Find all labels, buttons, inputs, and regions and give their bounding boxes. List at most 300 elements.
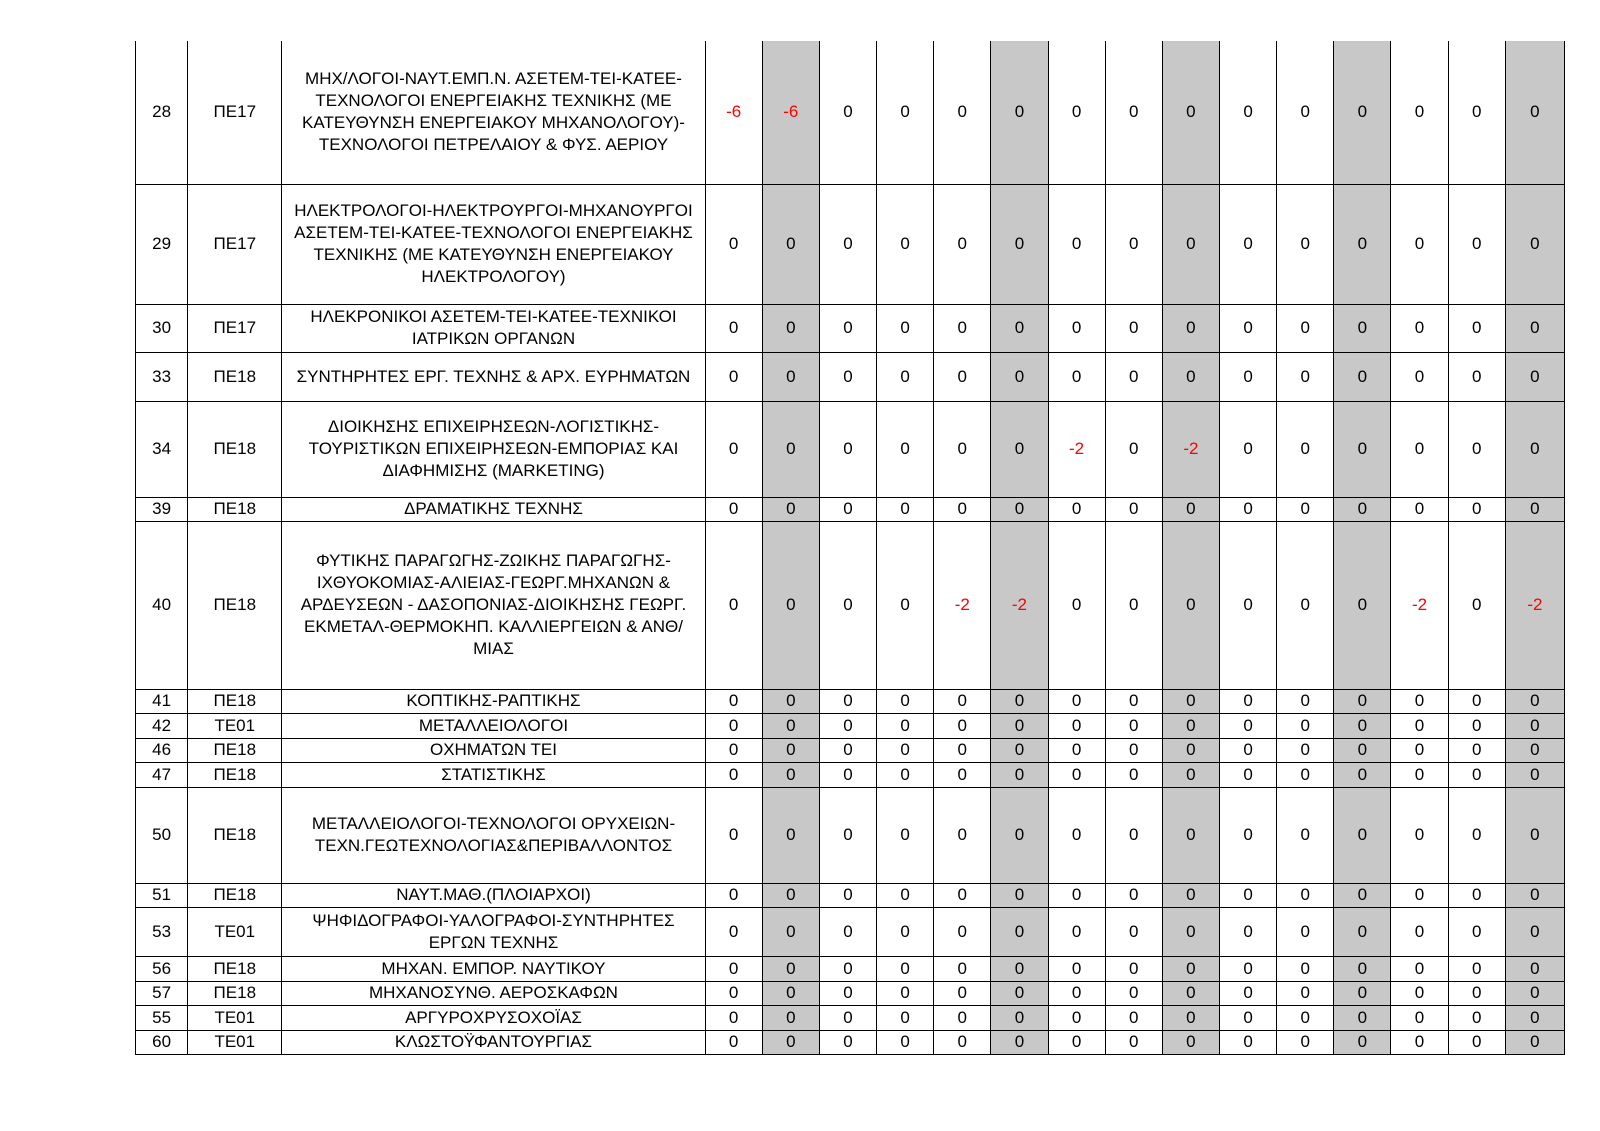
value-cell: 0 bbox=[1505, 1030, 1564, 1054]
specialty-description-cell: ΣΥΝΤΗΡΗΤΕΣ ΕΡΓ. ΤΕΧΝΗΣ & ΑΡΧ. ΕΥΡΗΜΑΤΩΝ bbox=[282, 352, 705, 401]
value-cell: 0 bbox=[1048, 1030, 1105, 1054]
specialty-description-cell: ΗΛΕΚΡΟΝΙΚΟΙ ΑΣΕΤΕΜ-ΤΕΙ-ΚΑΤΕΕ-ΤΕΧΝΙΚΟΙ ΙΑΤΡΙΚΩΝ ΟΡΓΑΝΩΝ bbox=[282, 304, 705, 352]
value-cell: 0 bbox=[819, 787, 876, 883]
value-cell: 0 bbox=[1105, 956, 1162, 981]
value-cell: -6 bbox=[705, 41, 762, 184]
value-cell: 0 bbox=[1277, 1030, 1334, 1054]
value-cell: 0 bbox=[1448, 981, 1505, 1005]
value-cell: 0 bbox=[877, 907, 934, 956]
value-cell: 0 bbox=[819, 981, 876, 1005]
value-cell: 0 bbox=[1334, 981, 1391, 1005]
value-cell: 0 bbox=[991, 738, 1048, 762]
value-cell: 0 bbox=[1334, 184, 1391, 304]
specialty-description-cell: ΜΗΧΑΝΟΣΥΝΘ. ΑΕΡΟΣΚΑΦΩΝ bbox=[282, 981, 705, 1005]
value-cell: 0 bbox=[819, 184, 876, 304]
value-cell: 0 bbox=[1162, 1005, 1219, 1030]
table-row bbox=[136, 41, 1565, 184]
row-number-cell: 57 bbox=[136, 981, 188, 1005]
value-cell: 0 bbox=[1448, 184, 1505, 304]
row-number-cell: 28 bbox=[136, 41, 188, 184]
value-cell: 0 bbox=[1277, 956, 1334, 981]
value-cell: 0 bbox=[991, 883, 1048, 907]
value-cell: 0 bbox=[762, 762, 819, 787]
table-row bbox=[136, 1030, 1565, 1054]
value-cell: 0 bbox=[1105, 304, 1162, 352]
specialty-description-cell: ΜΕΤΑΛΛΕΙΟΛΟΓΟΙ bbox=[282, 713, 705, 738]
specialty-description-cell: ΚΟΠΤΙΚΗΣ-ΡΑΠΤΙΚΗΣ bbox=[282, 689, 705, 713]
value-cell: 0 bbox=[934, 787, 991, 883]
value-cell: 0 bbox=[877, 787, 934, 883]
value-cell: 0 bbox=[1448, 883, 1505, 907]
value-cell: 0 bbox=[1505, 738, 1564, 762]
value-cell: 0 bbox=[877, 41, 934, 184]
value-cell: 0 bbox=[762, 907, 819, 956]
value-cell: 0 bbox=[991, 304, 1048, 352]
value-cell: 0 bbox=[991, 497, 1048, 521]
value-cell: 0 bbox=[1048, 883, 1105, 907]
value-cell: 0 bbox=[1105, 738, 1162, 762]
value-cell: 0 bbox=[705, 981, 762, 1005]
value-cell: 0 bbox=[1048, 981, 1105, 1005]
value-cell: 0 bbox=[1048, 689, 1105, 713]
specialty-description-cell: ΚΛΩΣΤΟΫΦΑΝΤΟΥΡΓΙΑΣ bbox=[282, 1030, 705, 1054]
value-cell: 0 bbox=[1048, 738, 1105, 762]
value-cell: 0 bbox=[991, 1005, 1048, 1030]
value-cell: 0 bbox=[705, 184, 762, 304]
value-cell: 0 bbox=[1391, 883, 1448, 907]
value-cell: 0 bbox=[705, 738, 762, 762]
value-cell: 0 bbox=[934, 713, 991, 738]
value-cell: 0 bbox=[819, 883, 876, 907]
value-cell: 0 bbox=[705, 883, 762, 907]
specialty-code-cell: ΠΕ17 bbox=[188, 184, 282, 304]
value-cell: 0 bbox=[705, 689, 762, 713]
row-number-cell: 42 bbox=[136, 713, 188, 738]
value-cell: 0 bbox=[1448, 956, 1505, 981]
row-number-cell: 51 bbox=[136, 883, 188, 907]
value-cell: 0 bbox=[1219, 41, 1276, 184]
value-cell: 0 bbox=[1391, 981, 1448, 1005]
value-cell: 0 bbox=[991, 762, 1048, 787]
value-cell: 0 bbox=[705, 352, 762, 401]
value-cell: 0 bbox=[1219, 521, 1276, 689]
value-cell: 0 bbox=[1448, 41, 1505, 184]
value-cell: 0 bbox=[1448, 738, 1505, 762]
row-number-cell: 50 bbox=[136, 787, 188, 883]
value-cell: 0 bbox=[705, 762, 762, 787]
specialty-description-cell: ΜΕΤΑΛΛΕΙΟΛΟΓΟΙ-ΤΕΧΝΟΛΟΓΟΙ ΟΡΥΧΕΙΩΝ-ΤΕΧΝ.ΓΕΩΤΕΧΝΟΛΟΓΙΑΣ&ΠΕΡΙΒΑΛΛΟΝΤΟΣ bbox=[282, 787, 705, 883]
value-cell: 0 bbox=[1391, 184, 1448, 304]
value-cell: 0 bbox=[1277, 497, 1334, 521]
value-cell: 0 bbox=[1277, 713, 1334, 738]
table-row bbox=[136, 1005, 1565, 1030]
row-number-cell: 41 bbox=[136, 689, 188, 713]
value-cell: 0 bbox=[1162, 352, 1219, 401]
value-cell: 0 bbox=[1391, 956, 1448, 981]
specialty-code-cell: ΠΕ18 bbox=[188, 883, 282, 907]
value-cell: 0 bbox=[762, 497, 819, 521]
value-cell: 0 bbox=[1505, 352, 1564, 401]
value-cell: 0 bbox=[1277, 352, 1334, 401]
table-row bbox=[136, 738, 1565, 762]
value-cell: 0 bbox=[1277, 762, 1334, 787]
value-cell: 0 bbox=[1105, 1005, 1162, 1030]
specialty-code-cell: ΠΕ18 bbox=[188, 521, 282, 689]
value-cell: 0 bbox=[1219, 1030, 1276, 1054]
value-cell: 0 bbox=[762, 401, 819, 497]
specialty-description-cell: ΔΡΑΜΑΤΙΚΗΣ ΤΕΧΝΗΣ bbox=[282, 497, 705, 521]
value-cell: 0 bbox=[1219, 883, 1276, 907]
table-row bbox=[136, 981, 1565, 1005]
value-cell: 0 bbox=[1334, 497, 1391, 521]
value-cell: 0 bbox=[819, 689, 876, 713]
specialty-code-cell: ΠΕ18 bbox=[188, 401, 282, 497]
value-cell: 0 bbox=[1162, 41, 1219, 184]
value-cell: 0 bbox=[1048, 41, 1105, 184]
value-cell: 0 bbox=[1162, 956, 1219, 981]
value-cell: 0 bbox=[1048, 352, 1105, 401]
value-cell: 0 bbox=[991, 787, 1048, 883]
value-cell: 0 bbox=[762, 304, 819, 352]
value-cell: 0 bbox=[1048, 521, 1105, 689]
specialty-code-cell: ΤΕ01 bbox=[188, 713, 282, 738]
value-cell: 0 bbox=[1448, 1030, 1505, 1054]
specialty-description-cell: ΟΧΗΜΑΤΩΝ ΤΕΙ bbox=[282, 738, 705, 762]
value-cell: 0 bbox=[705, 713, 762, 738]
value-cell: 0 bbox=[1334, 787, 1391, 883]
value-cell: 0 bbox=[1162, 883, 1219, 907]
value-cell: 0 bbox=[705, 787, 762, 883]
value-cell: 0 bbox=[1219, 907, 1276, 956]
value-cell: 0 bbox=[1277, 787, 1334, 883]
value-cell: 0 bbox=[1219, 981, 1276, 1005]
value-cell: 0 bbox=[1048, 713, 1105, 738]
value-cell: 0 bbox=[1162, 304, 1219, 352]
value-cell: -2 bbox=[934, 521, 991, 689]
value-cell: -2 bbox=[1505, 521, 1564, 689]
value-cell: 0 bbox=[991, 907, 1048, 956]
value-cell: 0 bbox=[762, 352, 819, 401]
specialty-code-cell: ΠΕ18 bbox=[188, 981, 282, 1005]
value-cell: -2 bbox=[1162, 401, 1219, 497]
value-cell: 0 bbox=[991, 956, 1048, 981]
table-row bbox=[136, 956, 1565, 981]
row-number-cell: 33 bbox=[136, 352, 188, 401]
value-cell: 0 bbox=[762, 981, 819, 1005]
specialty-description-cell: ΔΙΟΙΚΗΣΗΣ ΕΠΙΧΕΙΡΗΣΕΩΝ-ΛΟΓΙΣΤΙΚΗΣ-ΤΟΥΡΙΣΤΙΚΩΝ ΕΠΙΧΕΙΡΗΣΕΩΝ-ΕΜΠΟΡΙΑΣ ΚΑΙ ΔΙΑΦΗΜΙΣΗΣ (MARKETING) bbox=[282, 401, 705, 497]
value-cell: 0 bbox=[877, 1005, 934, 1030]
value-cell: 0 bbox=[762, 883, 819, 907]
row-number-cell: 55 bbox=[136, 1005, 188, 1030]
value-cell: 0 bbox=[1048, 762, 1105, 787]
specialty-description-cell: ΜΗΧ/ΛΟΓΟΙ-ΝΑΥΤ.ΕΜΠ.Ν. ΑΣΕΤΕΜ-ΤΕΙ-ΚΑΤΕΕ-ΤΕΧΝΟΛΟΓΟΙ ΕΝΕΡΓΕΙΑΚΗΣ ΤΕΧΝΙΚΗΣ (ΜΕ ΚΑΤΕΥΘΥΝΣΗ ΕΝΕΡΓΕΙΑΚΟΥ ΜΗΧΑΝΟΛΟΓΟΥ)-ΤΕΧΝΟΛΟΓΟΙ ΠΕΤΡΕΛΑΙΟΥ & ΦΥΣ. ΑΕΡΙΟΥ bbox=[282, 41, 705, 184]
table-row bbox=[136, 352, 1565, 401]
value-cell: 0 bbox=[1448, 762, 1505, 787]
value-cell: -6 bbox=[762, 41, 819, 184]
value-cell: 0 bbox=[1105, 1030, 1162, 1054]
value-cell: 0 bbox=[1105, 883, 1162, 907]
value-cell: 0 bbox=[1391, 689, 1448, 713]
value-cell: 0 bbox=[1105, 787, 1162, 883]
value-cell: 0 bbox=[705, 497, 762, 521]
table-row bbox=[136, 401, 1565, 497]
value-cell: 0 bbox=[819, 352, 876, 401]
specialty-description-cell: ΜΗΧΑΝ. ΕΜΠΟΡ. ΝΑΥΤΙΚΟΥ bbox=[282, 956, 705, 981]
value-cell: 0 bbox=[1448, 497, 1505, 521]
value-cell: 0 bbox=[1334, 352, 1391, 401]
value-cell: 0 bbox=[1505, 956, 1564, 981]
value-cell: 0 bbox=[705, 907, 762, 956]
value-cell: 0 bbox=[1448, 713, 1505, 738]
value-cell: 0 bbox=[1505, 787, 1564, 883]
value-cell: 0 bbox=[877, 689, 934, 713]
table-body bbox=[136, 41, 1565, 1054]
value-cell: 0 bbox=[1219, 304, 1276, 352]
value-cell: 0 bbox=[877, 1030, 934, 1054]
specialty-code-cell: ΠΕ18 bbox=[188, 352, 282, 401]
value-cell: 0 bbox=[991, 981, 1048, 1005]
value-cell: 0 bbox=[1505, 981, 1564, 1005]
value-cell: 0 bbox=[819, 762, 876, 787]
value-cell: 0 bbox=[877, 497, 934, 521]
value-cell: 0 bbox=[991, 401, 1048, 497]
value-cell: 0 bbox=[1162, 1030, 1219, 1054]
value-cell: 0 bbox=[1391, 41, 1448, 184]
value-cell: 0 bbox=[1334, 401, 1391, 497]
value-cell: 0 bbox=[705, 304, 762, 352]
value-cell: 0 bbox=[1505, 401, 1564, 497]
value-cell: 0 bbox=[1219, 401, 1276, 497]
table-row bbox=[136, 184, 1565, 304]
value-cell: 0 bbox=[877, 401, 934, 497]
row-number-cell: 60 bbox=[136, 1030, 188, 1054]
value-cell: 0 bbox=[1219, 956, 1276, 981]
specialty-code-cell: ΠΕ18 bbox=[188, 738, 282, 762]
value-cell: 0 bbox=[1448, 787, 1505, 883]
value-cell: 0 bbox=[762, 1005, 819, 1030]
specialty-code-cell: ΤΕ01 bbox=[188, 907, 282, 956]
value-cell: 0 bbox=[1448, 521, 1505, 689]
row-number-cell: 34 bbox=[136, 401, 188, 497]
value-cell: 0 bbox=[1448, 304, 1505, 352]
value-cell: 0 bbox=[819, 907, 876, 956]
value-cell: 0 bbox=[877, 304, 934, 352]
value-cell: 0 bbox=[1277, 981, 1334, 1005]
value-cell: 0 bbox=[1448, 907, 1505, 956]
value-cell: 0 bbox=[705, 401, 762, 497]
specialty-description-cell: ΨΗΦΙΔΟΓΡΑΦΟΙ-ΥΑΛΟΓΡΑΦΟΙ-ΣΥΝΤΗΡΗΤΕΣ ΕΡΓΩΝ ΤΕΧΝΗΣ bbox=[282, 907, 705, 956]
value-cell: 0 bbox=[1219, 738, 1276, 762]
value-cell: 0 bbox=[877, 184, 934, 304]
value-cell: 0 bbox=[1048, 184, 1105, 304]
value-cell: 0 bbox=[1105, 689, 1162, 713]
value-cell: 0 bbox=[762, 521, 819, 689]
value-cell: 0 bbox=[1277, 401, 1334, 497]
value-cell: 0 bbox=[934, 762, 991, 787]
value-cell: 0 bbox=[1334, 956, 1391, 981]
value-cell: 0 bbox=[1219, 689, 1276, 713]
value-cell: 0 bbox=[1105, 497, 1162, 521]
value-cell: 0 bbox=[1505, 41, 1564, 184]
value-cell: 0 bbox=[1505, 713, 1564, 738]
value-cell: 0 bbox=[1162, 497, 1219, 521]
value-cell: 0 bbox=[1162, 907, 1219, 956]
value-cell: -2 bbox=[991, 521, 1048, 689]
value-cell: 0 bbox=[934, 41, 991, 184]
specialty-code-cell: ΤΕ01 bbox=[188, 1030, 282, 1054]
value-cell: 0 bbox=[1277, 689, 1334, 713]
value-cell: 0 bbox=[819, 1005, 876, 1030]
row-number-cell: 56 bbox=[136, 956, 188, 981]
value-cell: 0 bbox=[877, 956, 934, 981]
value-cell: 0 bbox=[1391, 713, 1448, 738]
value-cell: 0 bbox=[934, 883, 991, 907]
specialty-description-cell: ΝΑΥΤ.ΜΑΘ.(ΠΛΟΙΑΡΧΟΙ) bbox=[282, 883, 705, 907]
specialty-code-cell: ΠΕ17 bbox=[188, 41, 282, 184]
table-row bbox=[136, 497, 1565, 521]
value-cell: 0 bbox=[762, 184, 819, 304]
value-cell: 0 bbox=[1391, 1030, 1448, 1054]
value-cell: 0 bbox=[762, 1030, 819, 1054]
value-cell: 0 bbox=[762, 738, 819, 762]
value-cell: 0 bbox=[1277, 1005, 1334, 1030]
specialty-description-cell: ΑΡΓΥΡΟΧΡΥΣΟΧΟΪΑΣ bbox=[282, 1005, 705, 1030]
value-cell: 0 bbox=[991, 1030, 1048, 1054]
row-number-cell: 40 bbox=[136, 521, 188, 689]
value-cell: 0 bbox=[1219, 713, 1276, 738]
value-cell: 0 bbox=[819, 497, 876, 521]
value-cell: 0 bbox=[1048, 304, 1105, 352]
value-cell: 0 bbox=[762, 713, 819, 738]
row-number-cell: 53 bbox=[136, 907, 188, 956]
table-row bbox=[136, 304, 1565, 352]
table-row bbox=[136, 521, 1565, 689]
value-cell: 0 bbox=[1219, 497, 1276, 521]
value-cell: 0 bbox=[1334, 762, 1391, 787]
value-cell: 0 bbox=[934, 1005, 991, 1030]
value-cell: 0 bbox=[762, 956, 819, 981]
value-cell: 0 bbox=[934, 956, 991, 981]
value-cell: 0 bbox=[1277, 907, 1334, 956]
value-cell: 0 bbox=[1277, 738, 1334, 762]
table-row bbox=[136, 907, 1565, 956]
specialty-code-cell: ΠΕ17 bbox=[188, 304, 282, 352]
value-cell: 0 bbox=[991, 184, 1048, 304]
value-cell: 0 bbox=[1219, 787, 1276, 883]
value-cell: 0 bbox=[1105, 401, 1162, 497]
value-cell: 0 bbox=[1105, 184, 1162, 304]
value-cell: 0 bbox=[1505, 762, 1564, 787]
value-cell: 0 bbox=[762, 787, 819, 883]
value-cell: 0 bbox=[819, 956, 876, 981]
value-cell: 0 bbox=[1162, 738, 1219, 762]
value-cell: 0 bbox=[1391, 401, 1448, 497]
value-cell: 0 bbox=[1334, 304, 1391, 352]
value-cell: 0 bbox=[1391, 497, 1448, 521]
value-cell: 0 bbox=[1391, 738, 1448, 762]
value-cell: 0 bbox=[934, 1030, 991, 1054]
value-cell: 0 bbox=[934, 304, 991, 352]
value-cell: -2 bbox=[1391, 521, 1448, 689]
value-cell: 0 bbox=[1505, 883, 1564, 907]
value-cell: 0 bbox=[1448, 689, 1505, 713]
value-cell: 0 bbox=[1219, 762, 1276, 787]
value-cell: 0 bbox=[1219, 184, 1276, 304]
value-cell: 0 bbox=[1448, 401, 1505, 497]
table-row bbox=[136, 713, 1565, 738]
specialty-description-cell: ΣΤΑΤΙΣΤΙΚΗΣ bbox=[282, 762, 705, 787]
table-row bbox=[136, 689, 1565, 713]
specialty-description-cell: ΦΥΤΙΚΗΣ ΠΑΡΑΓΩΓΗΣ-ΖΩΙΚΗΣ ΠΑΡΑΓΩΓΗΣ-ΙΧΘΥΟΚΟΜΙΑΣ-ΑΛΙΕΙΑΣ-ΓΕΩΡΓ.ΜΗΧΑΝΩΝ & ΑΡΔΕΥΣΕΩΝ - ΔΑΣΟΠΟΝΙΑΣ-ΔΙΟΙΚΗΣΗΣ ΓΕΩΡΓ. ΕΚΜΕΤΑΛ-ΘΕΡΜΟΚΗΠ. ΚΑΛΛΙΕΡΓΕΙΩΝ & ΑΝΘ/ΜΙΑΣ bbox=[282, 521, 705, 689]
value-cell: 0 bbox=[1162, 689, 1219, 713]
value-cell: 0 bbox=[819, 713, 876, 738]
value-cell: 0 bbox=[1277, 883, 1334, 907]
row-number-cell: 46 bbox=[136, 738, 188, 762]
value-cell: 0 bbox=[1391, 304, 1448, 352]
value-cell: 0 bbox=[1105, 713, 1162, 738]
table-row bbox=[136, 787, 1565, 883]
value-cell: 0 bbox=[1105, 762, 1162, 787]
value-cell: 0 bbox=[1505, 689, 1564, 713]
value-cell: 0 bbox=[1277, 41, 1334, 184]
value-cell: 0 bbox=[1105, 352, 1162, 401]
value-cell: 0 bbox=[1505, 184, 1564, 304]
value-cell: 0 bbox=[819, 521, 876, 689]
value-cell: 0 bbox=[877, 521, 934, 689]
value-cell: 0 bbox=[1277, 304, 1334, 352]
value-cell: 0 bbox=[1448, 352, 1505, 401]
specialty-code-cell: ΠΕ18 bbox=[188, 787, 282, 883]
value-cell: 0 bbox=[1048, 907, 1105, 956]
value-cell: 0 bbox=[1505, 907, 1564, 956]
value-cell: 0 bbox=[1505, 1005, 1564, 1030]
value-cell: 0 bbox=[819, 401, 876, 497]
value-cell: 0 bbox=[1162, 713, 1219, 738]
row-number-cell: 29 bbox=[136, 184, 188, 304]
row-number-cell: 39 bbox=[136, 497, 188, 521]
table-row bbox=[136, 762, 1565, 787]
value-cell: 0 bbox=[1505, 304, 1564, 352]
value-cell: 0 bbox=[934, 401, 991, 497]
specialty-code-cell: ΠΕ18 bbox=[188, 956, 282, 981]
value-cell: 0 bbox=[705, 956, 762, 981]
value-cell: 0 bbox=[1334, 689, 1391, 713]
value-cell: 0 bbox=[991, 713, 1048, 738]
value-cell: -2 bbox=[1048, 401, 1105, 497]
value-cell: 0 bbox=[877, 352, 934, 401]
value-cell: 0 bbox=[1105, 41, 1162, 184]
value-cell: 0 bbox=[934, 352, 991, 401]
value-cell: 0 bbox=[1391, 762, 1448, 787]
value-cell: 0 bbox=[934, 907, 991, 956]
value-cell: 0 bbox=[1048, 1005, 1105, 1030]
table-row bbox=[136, 883, 1565, 907]
value-cell: 0 bbox=[877, 883, 934, 907]
value-cell: 0 bbox=[819, 738, 876, 762]
value-cell: 0 bbox=[819, 41, 876, 184]
value-cell: 0 bbox=[877, 713, 934, 738]
value-cell: 0 bbox=[1162, 184, 1219, 304]
value-cell: 0 bbox=[1391, 907, 1448, 956]
value-cell: 0 bbox=[1391, 787, 1448, 883]
value-cell: 0 bbox=[991, 689, 1048, 713]
value-cell: 0 bbox=[705, 1005, 762, 1030]
value-cell: 0 bbox=[1334, 41, 1391, 184]
value-cell: 0 bbox=[819, 304, 876, 352]
row-number-cell: 30 bbox=[136, 304, 188, 352]
value-cell: 0 bbox=[1162, 762, 1219, 787]
value-cell: 0 bbox=[1162, 521, 1219, 689]
